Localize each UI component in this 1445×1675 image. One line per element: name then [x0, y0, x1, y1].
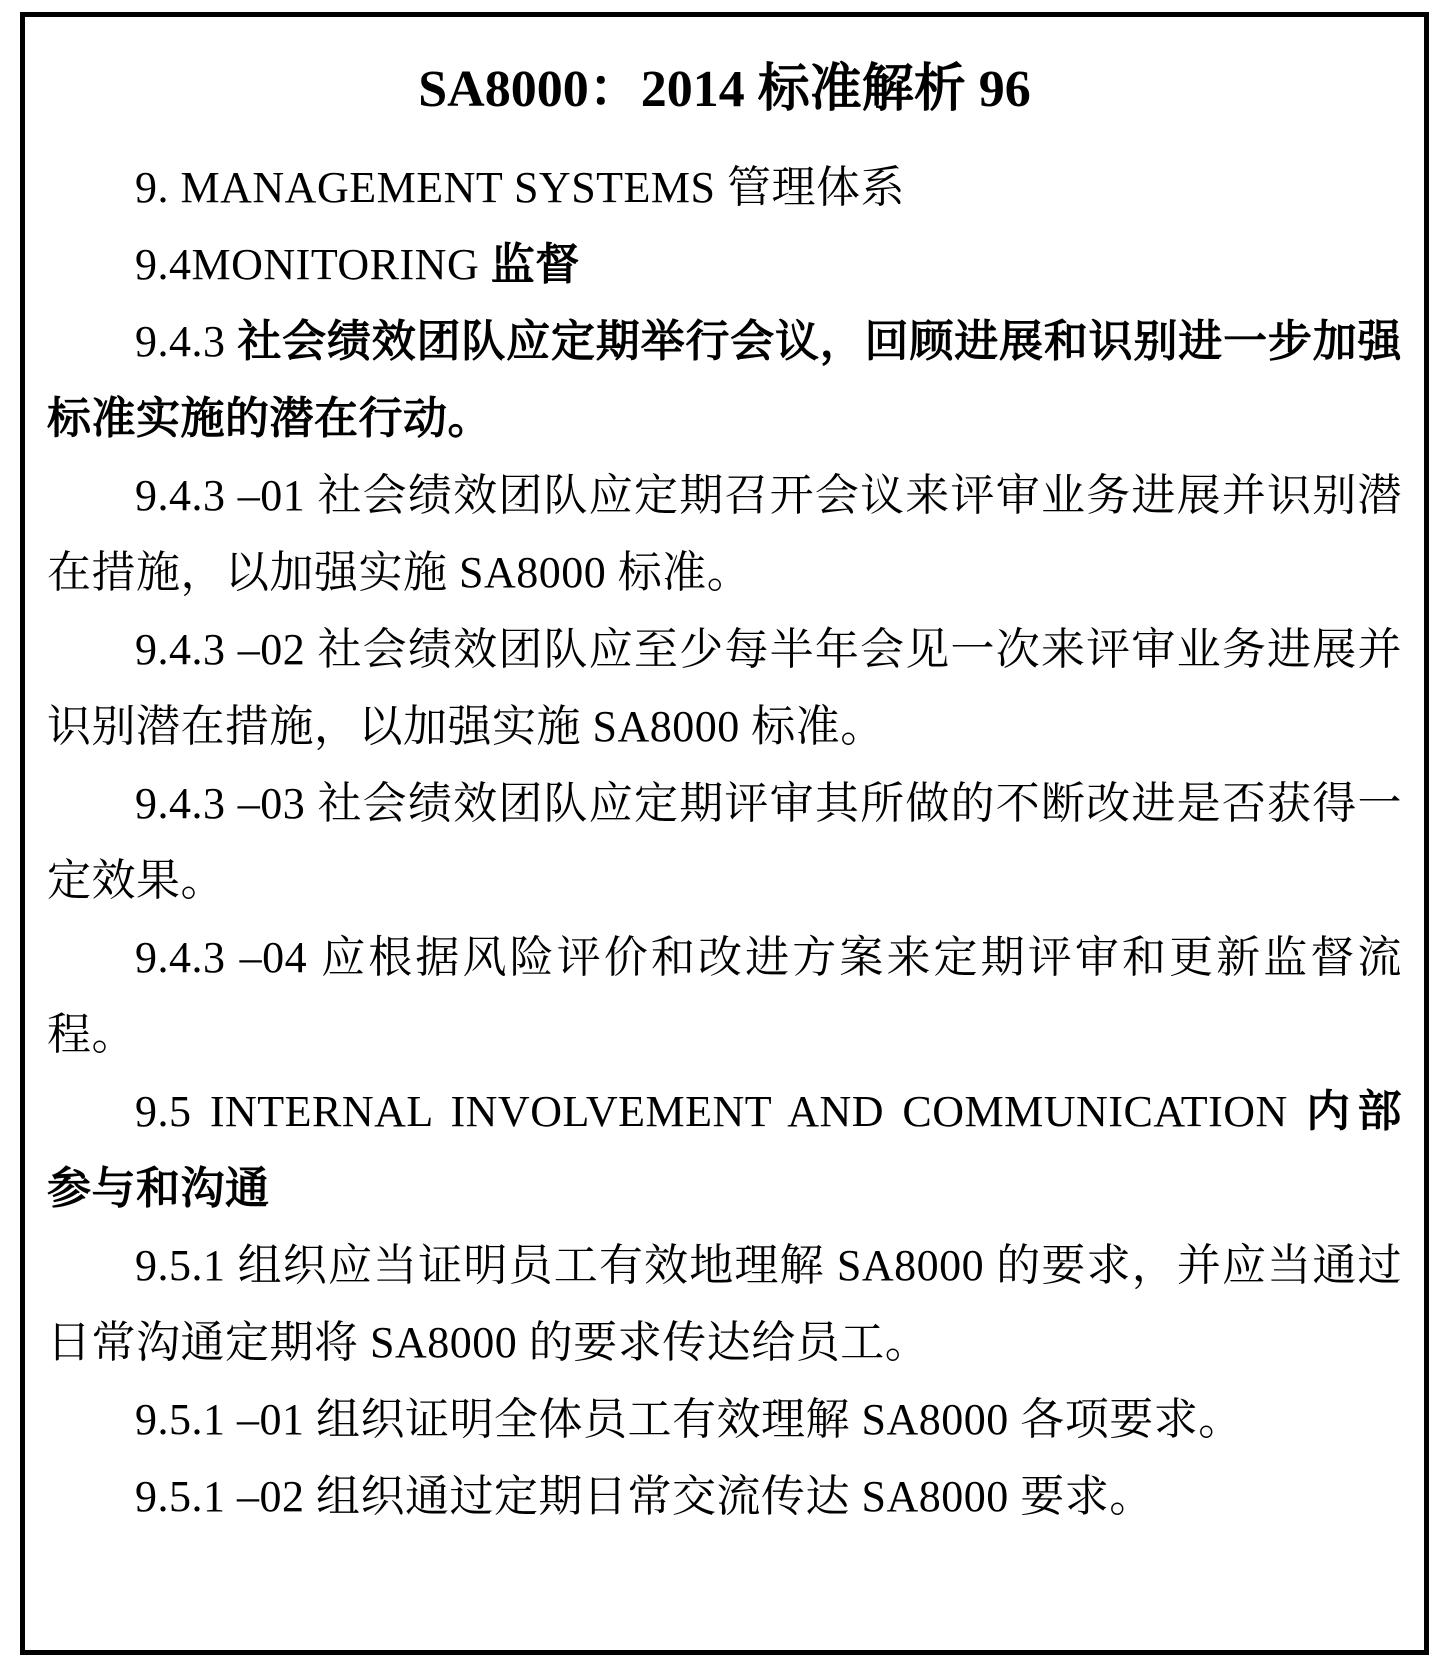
section-heading-9-4 — [47, 226, 1402, 303]
document-page-border — [20, 12, 1429, 1655]
section-heading-9 — [47, 149, 1402, 226]
clause-heading-9-5-1 — [47, 1227, 1402, 1381]
clause-item-9-4-3-01 — [47, 457, 1402, 611]
section-title-cn: 管理体系 — [727, 163, 906, 212]
section-title-cn: 监督 — [490, 240, 580, 289]
page-title: SA8000：2014 标准解析 96 — [418, 61, 1031, 118]
clause-text: 9.5.1 组织应当证明员工有效地理解 SA8000 的要求，并应当通过日常沟通定期将 SA8000 的要求传达给员工。 — [47, 1241, 1402, 1367]
section-title-cn: 内部参与和沟通 — [47, 1087, 1402, 1213]
clause-item-9-5-1-02 — [47, 1458, 1402, 1535]
clause-item-text: 9.4.3 –01 社会绩效团队应定期召开会议来评审业务进展并识别潜在措施，以加强实施 SA8000 标准。 — [47, 471, 1402, 597]
clause-item-text: 9.4.3 –03 社会绩效团队应定期评审其所做的不断改进是否获得一定效果。 — [47, 779, 1402, 905]
clause-item-9-4-3-03 — [47, 765, 1402, 919]
clause-number: 9.4.3 — [135, 317, 238, 366]
document-page-content — [25, 17, 1424, 1535]
section-number: 9.4MONITORING — [135, 240, 491, 289]
clause-item-9-4-3-04 — [47, 919, 1402, 1073]
section-heading-9-5 — [47, 1073, 1402, 1227]
clause-item-text: 9.4.3 –02 社会绩效团队应至少每半年会见一次来评审业务进展并识别潜在措施，以加强实施 SA8000 标准。 — [47, 625, 1402, 751]
section-number: 9.5 INTERNAL INVOLVEMENT AND COMMUNICATION — [135, 1087, 1307, 1136]
clause-item-text: 9.5.1 –02 组织通过定期日常交流传达 SA8000 要求。 — [135, 1472, 1154, 1521]
clause-item-9-4-3-02 — [47, 611, 1402, 765]
clause-item-text: 9.4.3 –04 应根据风险评价和改进方案来定期评审和更新监督流程。 — [47, 933, 1402, 1059]
clause-item-text: 9.5.1 –01 组织证明全体员工有效理解 SA8000 各项要求。 — [135, 1395, 1243, 1444]
clause-item-9-5-1-01 — [47, 1381, 1402, 1458]
clause-text-cn: 社会绩效团队应定期举行会议，回顾进展和识别进一步加强标准实施的潜在行动。 — [47, 317, 1403, 443]
clause-heading-9-4-3 — [47, 303, 1402, 457]
section-number: 9. MANAGEMENT SYSTEMS — [135, 163, 728, 212]
